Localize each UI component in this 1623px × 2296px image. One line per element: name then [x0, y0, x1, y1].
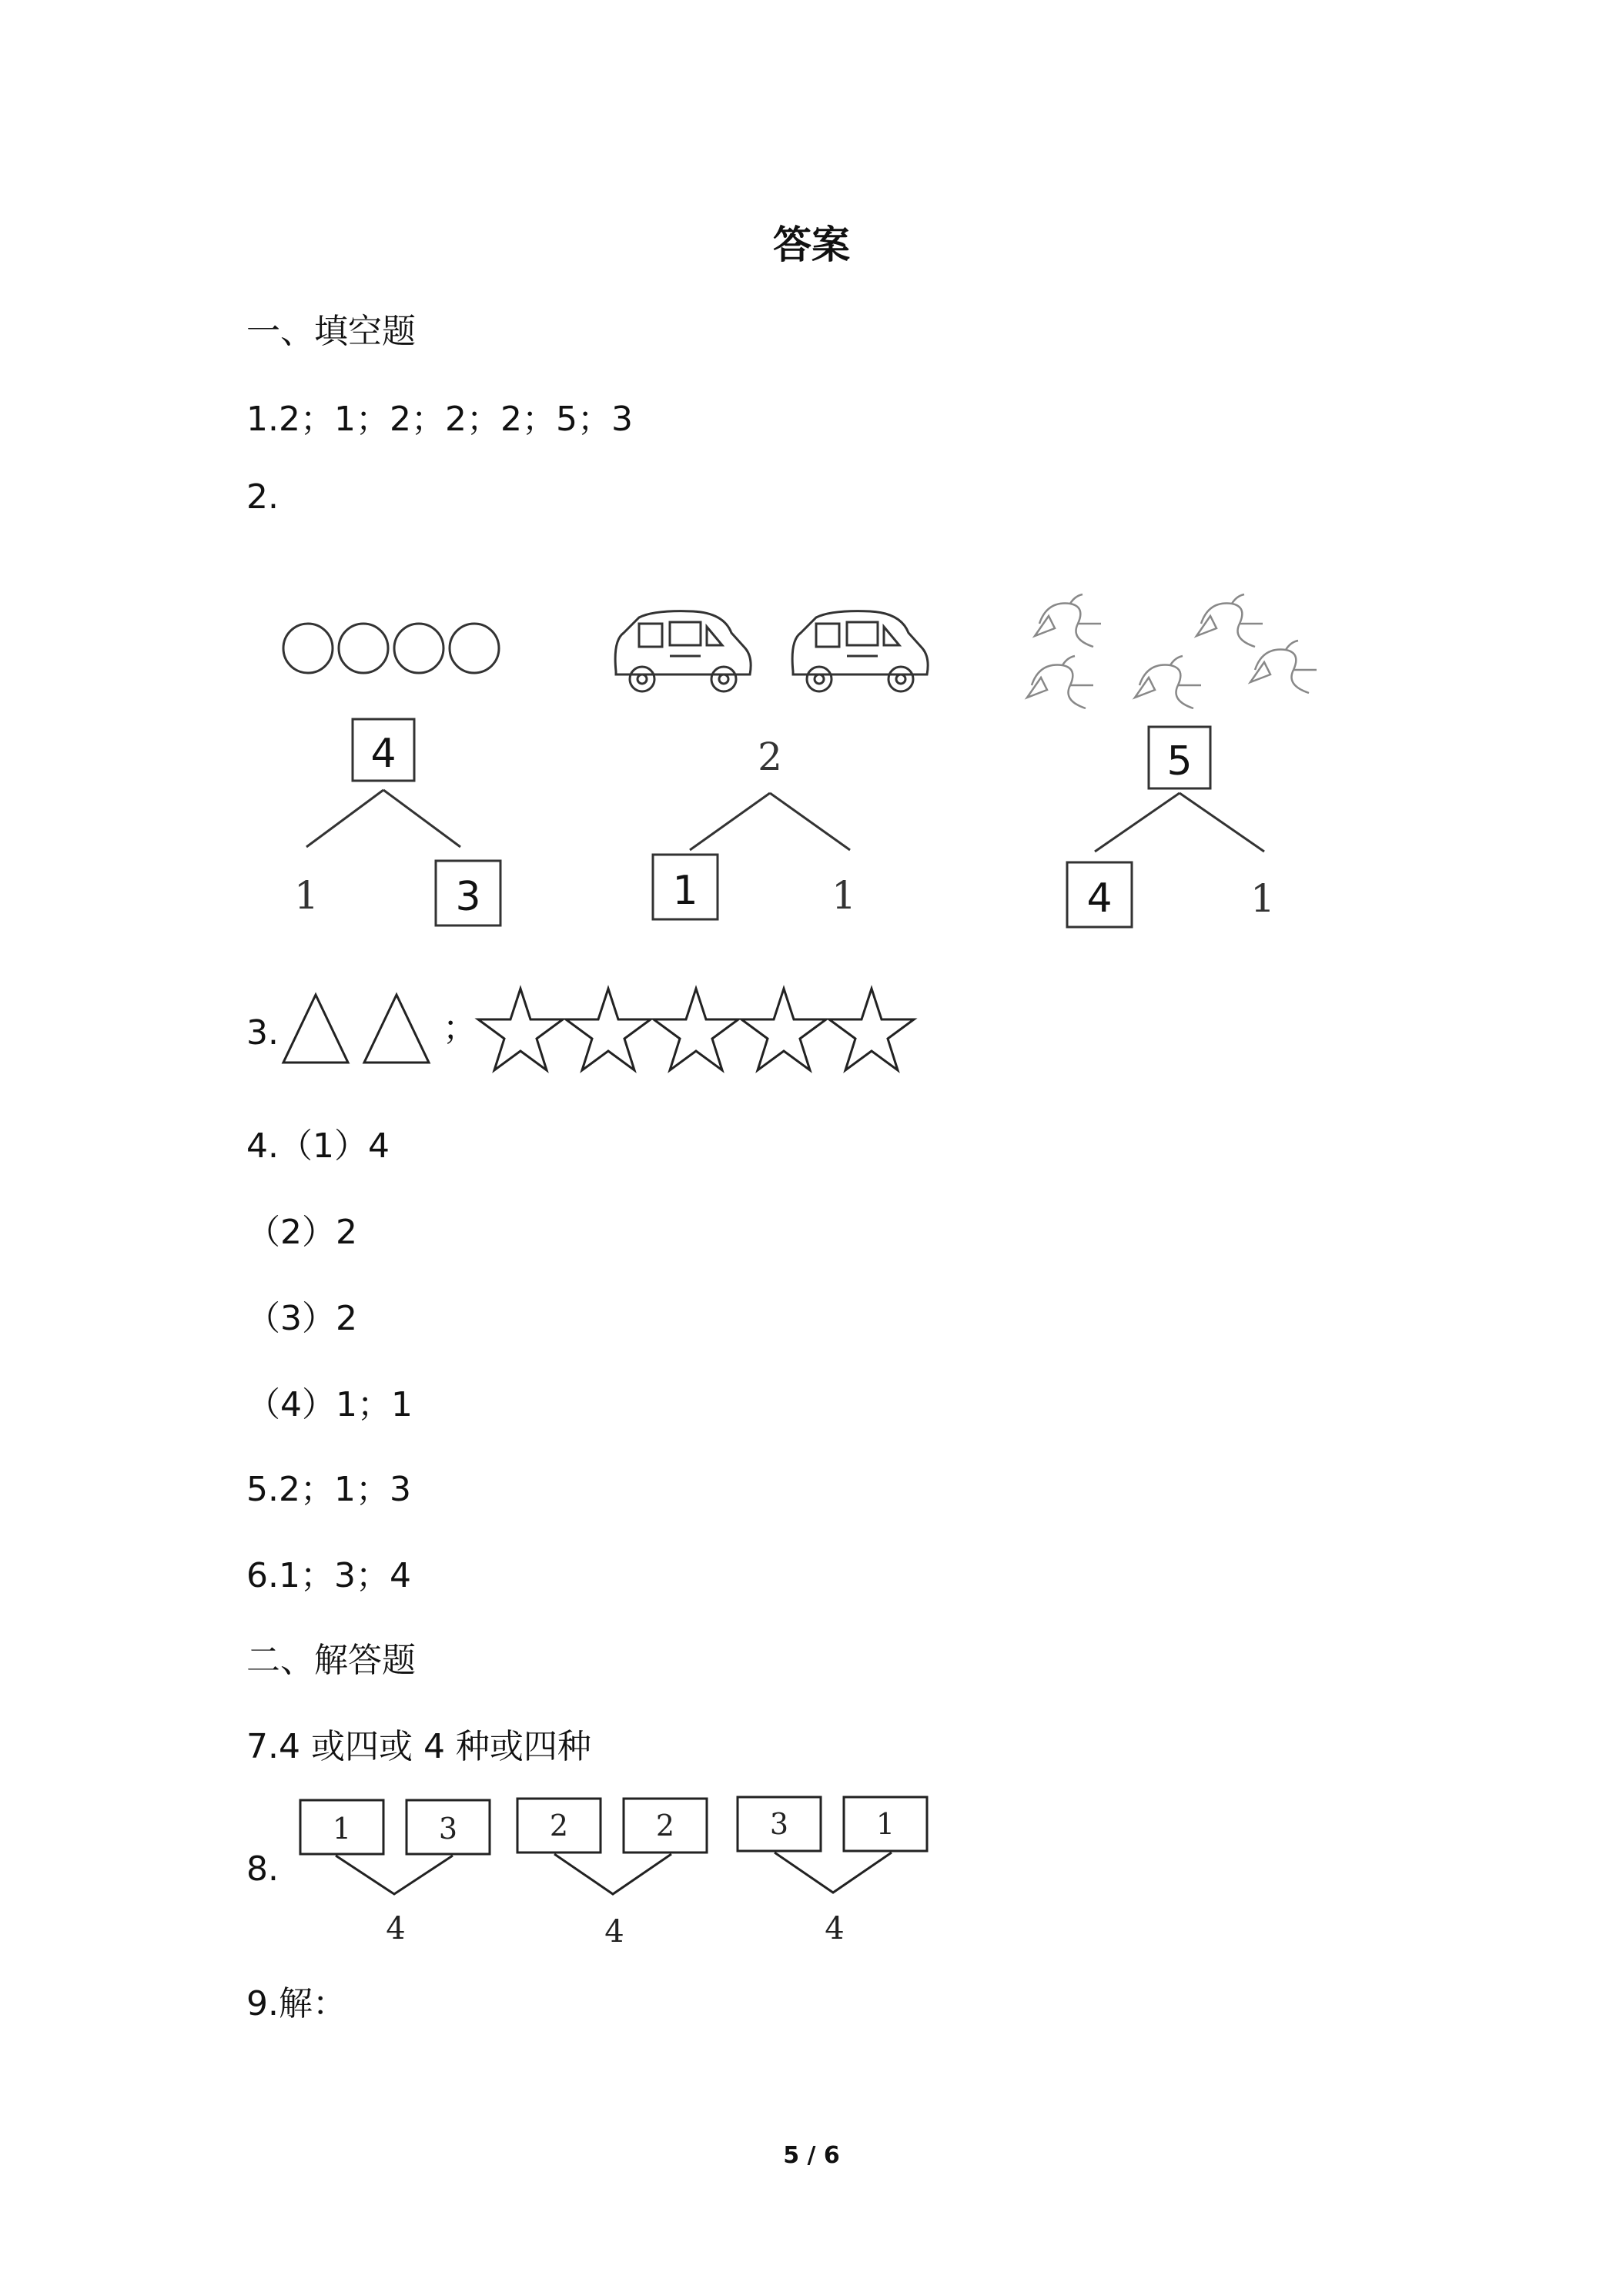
circle-icon — [339, 624, 388, 673]
bond-left-2: 1 — [672, 868, 698, 914]
page-number: 5 / 6 — [783, 2142, 840, 2169]
triangle-icon — [283, 995, 348, 1063]
star-icon — [566, 989, 651, 1070]
bond-right-1: 3 — [455, 874, 481, 920]
car-icon — [792, 611, 928, 691]
pair-2-left: 2 — [549, 1809, 569, 1842]
page-title: 答案 — [773, 223, 850, 267]
pair-3-sum: 4 — [825, 1911, 845, 1946]
decomposition-figure — [293, 1786, 947, 1956]
answer-1: 1.2；1；2；2；2；5；3 — [246, 400, 633, 439]
bond-line — [306, 790, 383, 847]
bond-right-3: 1 — [1250, 876, 1275, 921]
answer-4-part-3: （3）2 — [246, 1299, 357, 1338]
circle-icon — [283, 624, 333, 673]
pair-1-left: 1 — [332, 1812, 352, 1846]
answer-4-part-4: （4）1；1 — [246, 1385, 413, 1424]
shrimp-icon — [1035, 594, 1101, 647]
answer-8-label: 8. — [246, 1849, 279, 1889]
shrimp-icon — [1135, 656, 1201, 708]
answer-2-label: 2. — [246, 477, 279, 517]
answer-3-separator: ； — [443, 1009, 477, 1048]
answer-9: 9.解： — [246, 1984, 346, 2023]
bond-line — [1180, 793, 1264, 852]
bond-line — [554, 1854, 671, 1894]
bond-right-2: 1 — [832, 873, 856, 918]
bond-total-1: 4 — [370, 731, 397, 777]
bond-line — [383, 790, 460, 847]
shrimp-icon — [1027, 656, 1093, 708]
bond-line — [690, 793, 770, 850]
circle-icon — [394, 624, 443, 673]
circle-group — [283, 624, 499, 673]
answer-7: 7.4 或四或 4 种或四种 — [246, 1727, 591, 1766]
shrimp-icon — [1250, 641, 1317, 693]
bond-left-3: 4 — [1086, 875, 1113, 922]
pair-1-right: 3 — [438, 1812, 458, 1846]
bond-total-2: 2 — [758, 735, 782, 779]
bond-line — [770, 793, 850, 850]
car-icon — [615, 611, 751, 691]
star-icon — [741, 989, 826, 1070]
answer-4-part-2: （2）2 — [246, 1213, 357, 1252]
bond-line — [775, 1853, 892, 1893]
answer-3-label: 3. — [246, 1013, 279, 1053]
section-heading-fill-blank: 一、填空题 — [246, 312, 416, 351]
triangle-icon — [364, 995, 429, 1063]
star-icon — [478, 989, 563, 1070]
pair-2-right: 2 — [655, 1809, 675, 1842]
answer-6: 6.1；3；4 — [246, 1556, 411, 1595]
pair-2-sum: 4 — [604, 1914, 624, 1950]
bond-left-1: 1 — [294, 873, 319, 918]
pair-1-sum: 4 — [386, 1911, 406, 1946]
bond-line — [336, 1856, 453, 1894]
shrimp-icon — [1196, 594, 1263, 647]
pair-3-left: 3 — [769, 1807, 789, 1841]
shrimp-group — [1027, 594, 1317, 708]
bond-total-3: 5 — [1166, 738, 1193, 785]
shapes-answer — [277, 986, 939, 1078]
circle-icon — [450, 624, 499, 673]
car-group — [615, 611, 928, 691]
section-heading-solve: 二、解答题 — [246, 1641, 416, 1680]
bond-line — [1095, 793, 1180, 852]
answer-4-part-1: 4.（1）4 — [246, 1126, 390, 1166]
star-icon — [829, 989, 914, 1070]
star-icon — [654, 989, 738, 1070]
number-bond-figure — [262, 539, 1386, 939]
answer-5: 5.2；1；3 — [246, 1470, 411, 1509]
pair-3-right: 1 — [875, 1807, 895, 1841]
